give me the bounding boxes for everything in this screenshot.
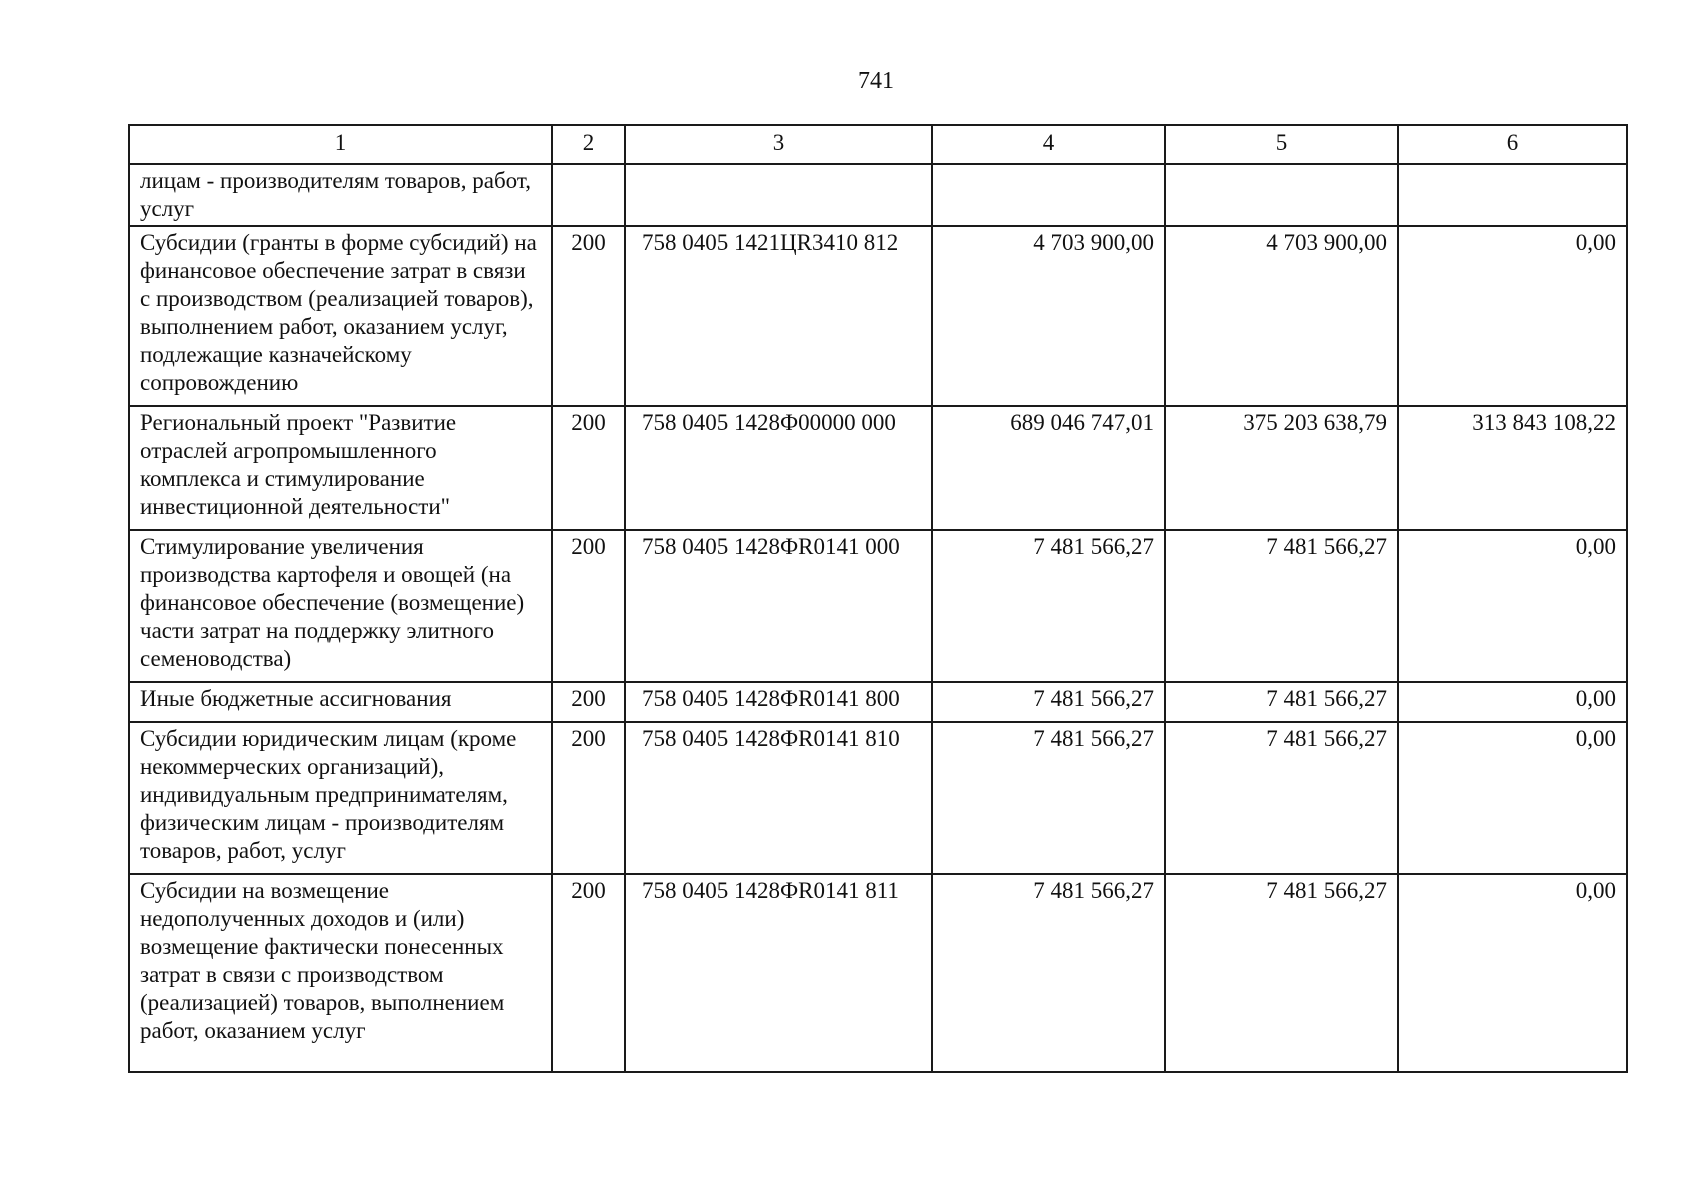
row-col6: 0,00 [1398, 682, 1627, 722]
row-col5: 7 481 566,27 [1165, 874, 1398, 1072]
column-header: 4 [932, 125, 1165, 164]
row-kbk: 758 0405 1428ФR0141 800 [625, 682, 932, 722]
row-code: 200 [552, 874, 625, 1072]
table-header-row [129, 125, 1627, 164]
row-col4: 7 481 566,27 [932, 874, 1165, 1072]
row-col4: 7 481 566,27 [932, 530, 1165, 682]
row-kbk: 758 0405 1428ФR0141 811 [625, 874, 932, 1072]
row-code: 200 [552, 406, 625, 530]
table-row [129, 164, 1627, 226]
row-col6: 0,00 [1398, 530, 1627, 682]
row-code: 200 [552, 530, 625, 682]
row-kbk: 758 0405 1428ФR0141 000 [625, 530, 932, 682]
row-col5 [1165, 164, 1398, 226]
table-row [129, 226, 1627, 406]
row-col6: 0,00 [1398, 722, 1627, 874]
page-number: 741 [858, 68, 894, 94]
row-col5: 7 481 566,27 [1165, 530, 1398, 682]
row-col6: 0,00 [1398, 874, 1627, 1072]
column-header: 2 [552, 125, 625, 164]
row-col5: 7 481 566,27 [1165, 682, 1398, 722]
row-col6: 0,00 [1398, 226, 1627, 406]
row-name: Региональный проект "Развитие отраслей агропромышленного комплекса и стимулирование инвестиционной деятельности" [129, 406, 552, 530]
row-col5: 4 703 900,00 [1165, 226, 1398, 406]
row-code: 200 [552, 722, 625, 874]
row-col5: 7 481 566,27 [1165, 722, 1398, 874]
row-col4: 7 481 566,27 [932, 722, 1165, 874]
row-code: 200 [552, 226, 625, 406]
budget-table [128, 124, 1628, 1073]
row-col6 [1398, 164, 1627, 226]
row-name: Стимулирование увеличения производства картофеля и овощей (на финансовое обеспечение (возмещение) части затрат на поддержку элитного семеноводства) [129, 530, 552, 682]
row-kbk [625, 164, 932, 226]
row-name: Субсидии (гранты в форме субсидий) на финансовое обеспечение затрат в связи с производством (реализацией товаров), выполнением работ, оказанием услуг, подлежащие казначейскому сопровождению [129, 226, 552, 406]
column-header: 6 [1398, 125, 1627, 164]
row-name: Субсидии юридическим лицам (кроме некоммерческих организаций), индивидуальным предпринимателям, физическим лицам - производителям товаров, работ, услуг [129, 722, 552, 874]
row-name: Иные бюджетные ассигнования [129, 682, 552, 722]
row-col6: 313 843 108,22 [1398, 406, 1627, 530]
table-row [129, 874, 1627, 1072]
column-header: 5 [1165, 125, 1398, 164]
row-kbk: 758 0405 1421ЦR3410 812 [625, 226, 932, 406]
row-name: Субсидии на возмещение недополученных доходов и (или) возмещение фактически понесенных затрат в связи с производством (реализацией) товаров, выполнением работ, оказанием услуг [129, 874, 552, 1072]
column-header: 3 [625, 125, 932, 164]
table-row [129, 722, 1627, 874]
row-kbk: 758 0405 1428ФR0141 810 [625, 722, 932, 874]
row-col5: 375 203 638,79 [1165, 406, 1398, 530]
row-name: лицам - производителям товаров, работ, услуг [129, 164, 552, 226]
table-row [129, 682, 1627, 722]
table-row [129, 406, 1627, 530]
column-header: 1 [129, 125, 552, 164]
row-col4: 689 046 747,01 [932, 406, 1165, 530]
row-col4 [932, 164, 1165, 226]
row-code [552, 164, 625, 226]
row-kbk: 758 0405 1428Ф00000 000 [625, 406, 932, 530]
row-col4: 4 703 900,00 [932, 226, 1165, 406]
row-col4: 7 481 566,27 [932, 682, 1165, 722]
row-code: 200 [552, 682, 625, 722]
table-row [129, 530, 1627, 682]
